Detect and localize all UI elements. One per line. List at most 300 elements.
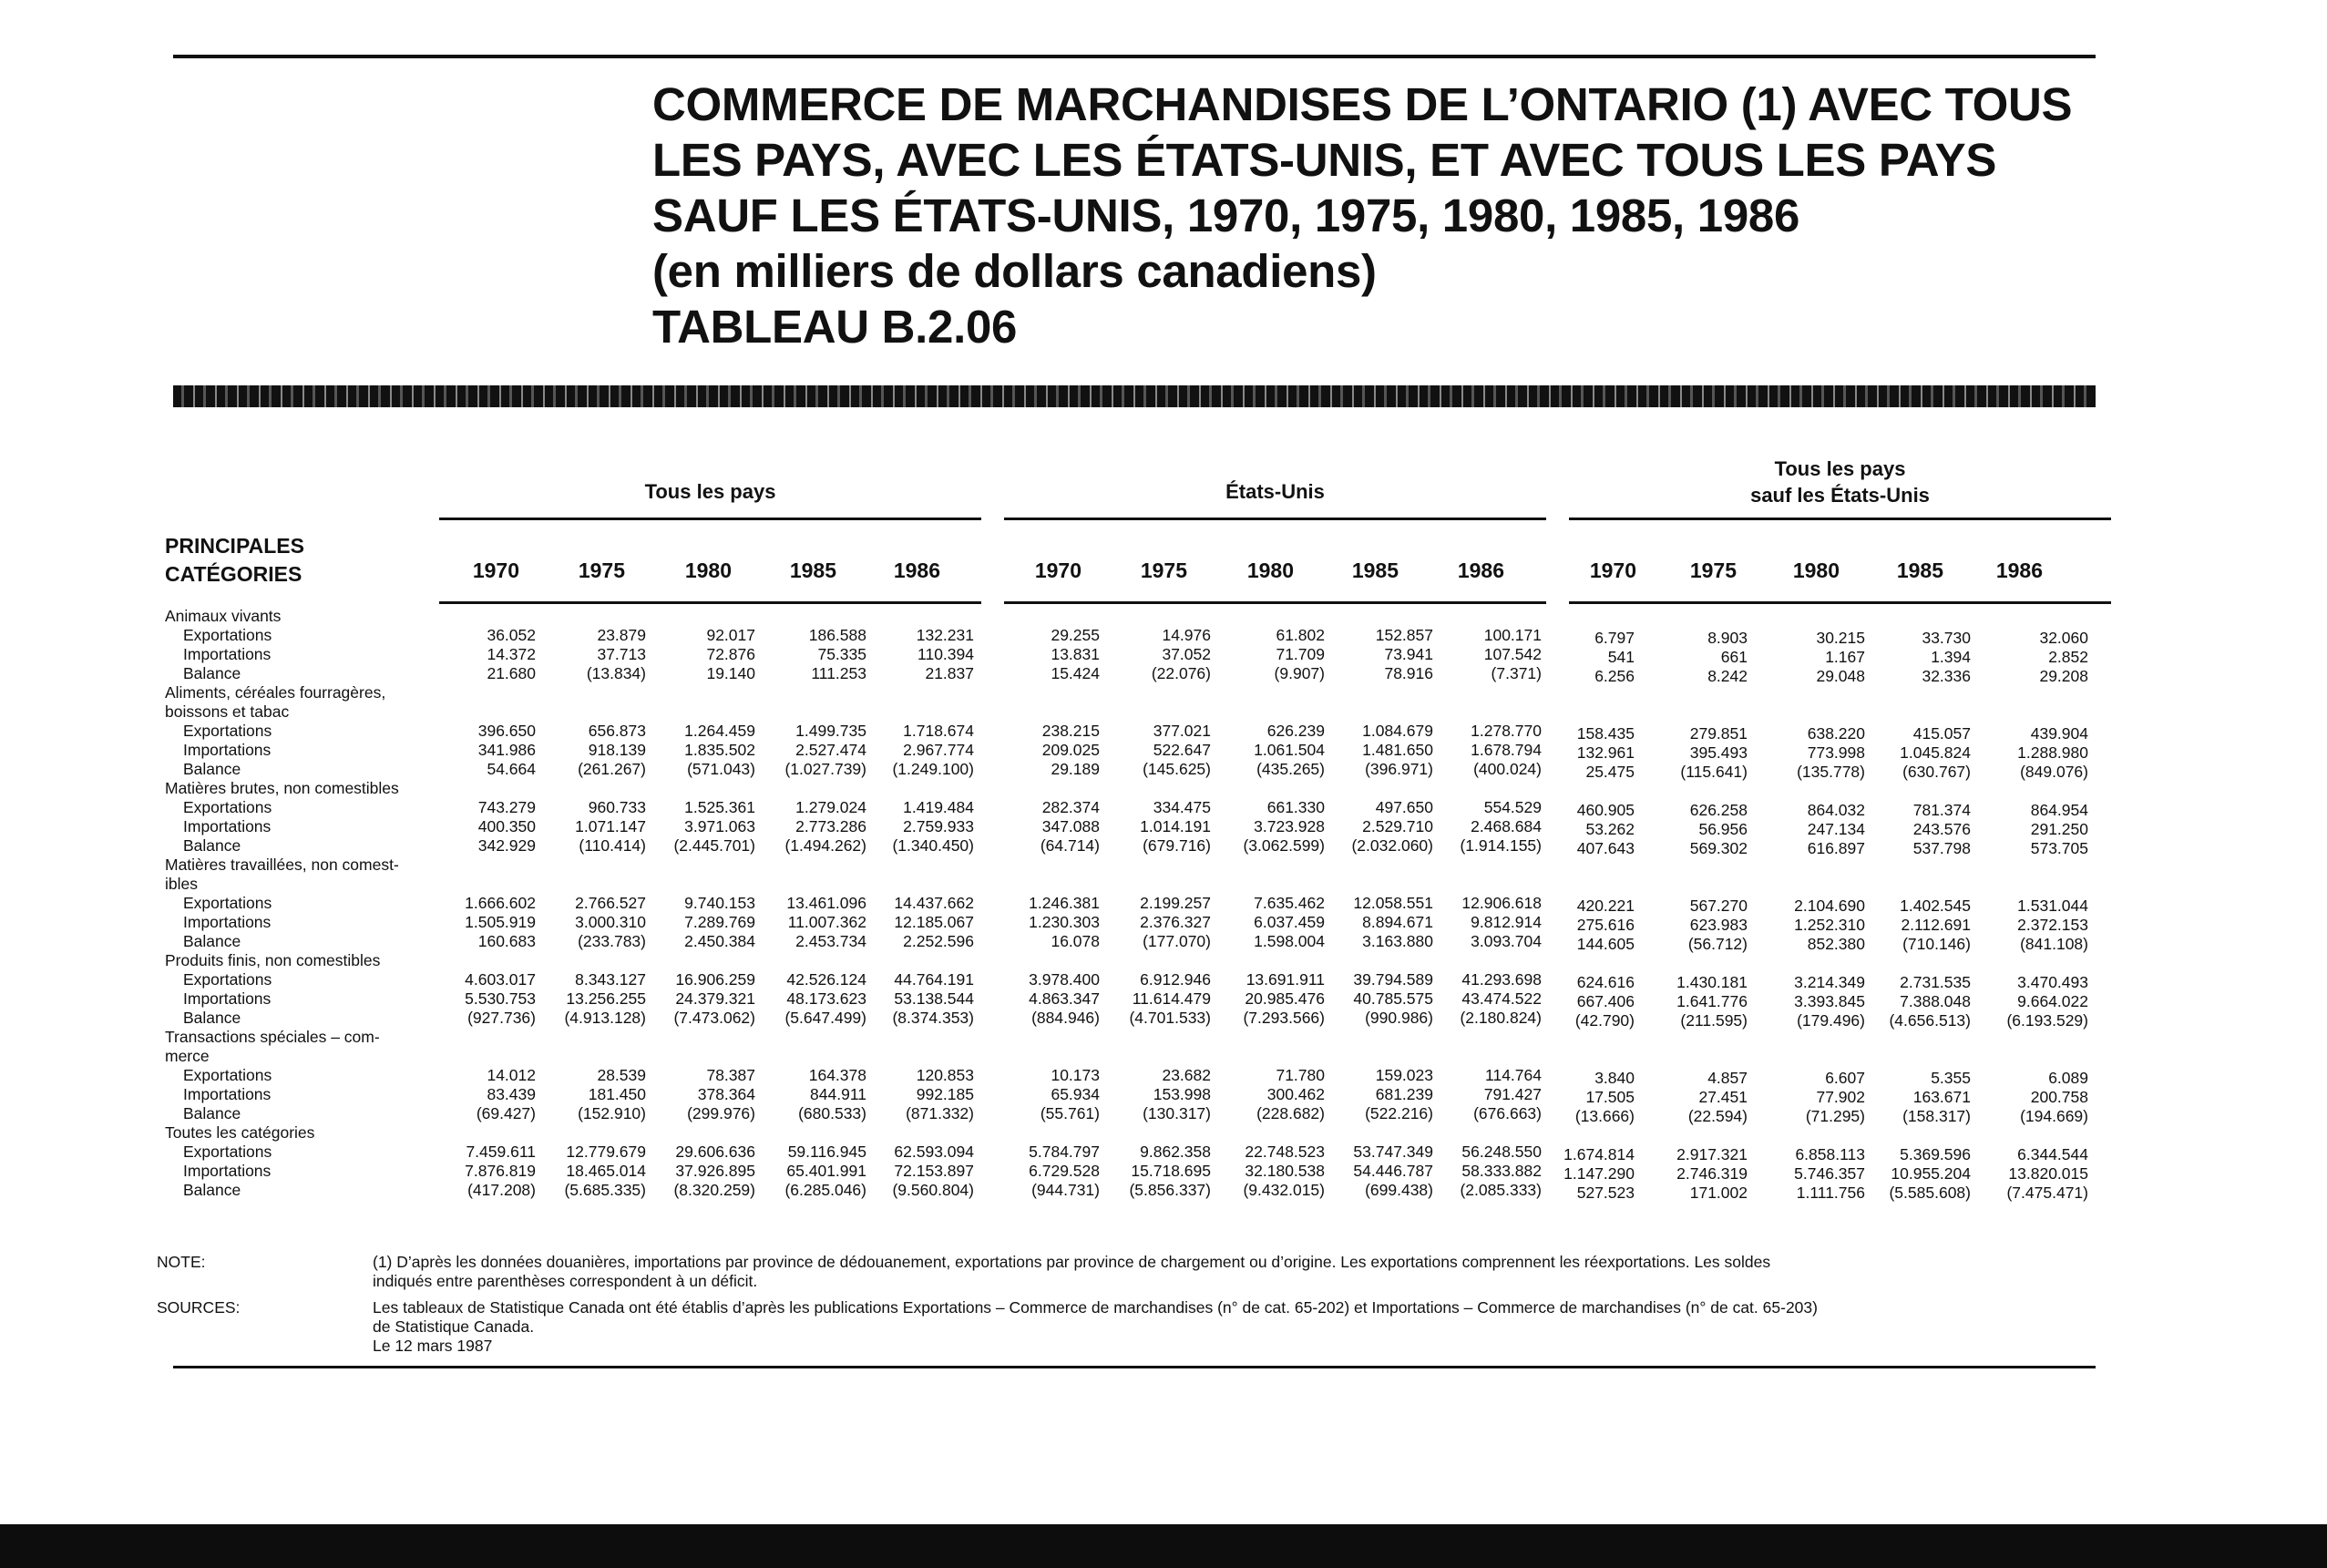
row-label: Exportations bbox=[183, 626, 272, 644]
table-cell: 13.691.911 bbox=[1246, 970, 1325, 989]
table-cell: 37.052 bbox=[1162, 645, 1211, 663]
table-cell: 5.784.797 bbox=[1029, 1143, 1100, 1161]
title-line: LES PAYS, AVEC LES ÉTATS-UNIS, ET AVEC TOUS LES PAYS bbox=[652, 134, 1997, 186]
column-group-title bbox=[1569, 456, 2111, 508]
row-label: Exportations bbox=[183, 722, 272, 740]
table-cell: 616.897 bbox=[1807, 839, 1865, 857]
table-cell: (22.076) bbox=[1151, 664, 1211, 682]
row-label: Exportations bbox=[183, 1143, 272, 1161]
table-cell: (9.907) bbox=[1274, 664, 1325, 682]
table-cell: 743.279 bbox=[477, 798, 536, 816]
table-cell: 626.258 bbox=[1689, 801, 1748, 819]
row-label: Exportations bbox=[183, 894, 272, 912]
table-cell: 61.802 bbox=[1276, 626, 1325, 644]
table-cell: 960.733 bbox=[588, 798, 646, 816]
table-cell: (261.267) bbox=[578, 760, 646, 778]
table-cell: 27.451 bbox=[1698, 1088, 1748, 1106]
category-label: ibles bbox=[165, 875, 198, 893]
table-cell: 1.674.814 bbox=[1563, 1145, 1635, 1163]
note-line: indiqués entre parenthèses correspondent à un déficit. bbox=[373, 1272, 758, 1290]
year-header-rule bbox=[1004, 601, 1546, 604]
table-cell: 37.926.895 bbox=[675, 1162, 755, 1180]
table-cell: 144.605 bbox=[1576, 935, 1635, 953]
table-cell: 100.171 bbox=[1483, 626, 1542, 644]
table-cell: 120.853 bbox=[916, 1066, 974, 1084]
table-cell: 378.364 bbox=[697, 1085, 755, 1103]
table-cell: (7.293.566) bbox=[1243, 1009, 1325, 1027]
table-cell: 56.248.550 bbox=[1461, 1143, 1542, 1161]
table-cell: 6.797 bbox=[1594, 629, 1635, 647]
table-cell: (400.024) bbox=[1473, 760, 1542, 778]
table-cell: 527.523 bbox=[1576, 1184, 1635, 1202]
category-heading-line: PRINCIPALES bbox=[165, 534, 304, 558]
table-cell: 3.971.063 bbox=[684, 817, 755, 835]
table-cell: (884.946) bbox=[1031, 1009, 1100, 1027]
table-cell: 7.459.611 bbox=[466, 1143, 536, 1161]
table-cell: (233.783) bbox=[578, 932, 646, 950]
table-cell: 1.167 bbox=[1825, 648, 1865, 666]
table-cell: (990.986) bbox=[1365, 1009, 1433, 1027]
table-cell: 395.493 bbox=[1689, 743, 1748, 762]
table-cell: 626.239 bbox=[1266, 722, 1325, 740]
table-cell: 9.740.153 bbox=[684, 894, 755, 912]
table-cell: 8.903 bbox=[1707, 629, 1748, 647]
table-cell: (1.494.262) bbox=[784, 836, 866, 855]
year-header: 1985 bbox=[1351, 559, 1399, 582]
category-label: Matières travaillées, non comest- bbox=[165, 856, 399, 874]
table-cell: 114.764 bbox=[1485, 1066, 1542, 1084]
table-cell: 37.713 bbox=[597, 645, 646, 663]
table-cell: 25.475 bbox=[1585, 763, 1635, 781]
table-cell: 2.199.257 bbox=[1140, 894, 1211, 912]
table-cell: 3.840 bbox=[1594, 1069, 1635, 1087]
table-cell: 12.058.551 bbox=[1353, 894, 1433, 912]
table-cell: (944.731) bbox=[1031, 1181, 1100, 1199]
table-cell: 460.905 bbox=[1576, 801, 1635, 819]
table-cell: 282.374 bbox=[1041, 798, 1100, 816]
table-cell: 16.906.259 bbox=[675, 970, 755, 989]
table-cell: 243.576 bbox=[1912, 820, 1971, 838]
table-cell: 781.374 bbox=[1912, 801, 1971, 819]
column-group-rule bbox=[1569, 518, 2111, 520]
table-cell: 2.104.690 bbox=[1794, 897, 1865, 915]
note-text bbox=[373, 1253, 2090, 1291]
category-heading-line: CATÉGORIES bbox=[165, 562, 302, 586]
table-cell: 54.664 bbox=[487, 760, 536, 778]
table-cell: 39.794.589 bbox=[1353, 970, 1433, 989]
table-cell: 72.153.897 bbox=[894, 1162, 974, 1180]
table-cell: (1.340.450) bbox=[892, 836, 974, 855]
table-cell: 1.014.191 bbox=[1140, 817, 1211, 835]
table-cell: 29.048 bbox=[1816, 667, 1865, 685]
table-cell: 8.343.127 bbox=[575, 970, 646, 989]
table-cell: (927.736) bbox=[467, 1009, 536, 1027]
table-cell: 3.093.704 bbox=[1471, 932, 1542, 950]
table-cell: (22.594) bbox=[1687, 1107, 1748, 1125]
table-cell: 23.682 bbox=[1162, 1066, 1211, 1084]
table-cell: 2.527.474 bbox=[795, 741, 866, 759]
table-cell: 623.983 bbox=[1689, 916, 1748, 934]
sources-text bbox=[373, 1298, 2090, 1356]
note-line: (1) D’après les données douanières, importations par province de dédouanement, exportations par province de chargement ou d’origine. Les exportations comprennent les réexportations. Les soldes bbox=[373, 1253, 1771, 1271]
row-label: Balance bbox=[183, 760, 241, 778]
scan-edge bbox=[0, 1524, 2327, 1568]
table-cell: 110.394 bbox=[917, 645, 974, 663]
decorative-band bbox=[173, 385, 2096, 407]
table-cell: (9.432.015) bbox=[1243, 1181, 1325, 1199]
table-cell: 439.904 bbox=[2030, 724, 2088, 743]
table-cell: (71.295) bbox=[1805, 1107, 1865, 1125]
table-cell: 2.372.153 bbox=[2017, 916, 2088, 934]
table-cell: 342.929 bbox=[477, 836, 536, 855]
row-label: Importations bbox=[183, 645, 272, 663]
table-cell: 54.446.787 bbox=[1353, 1162, 1433, 1180]
table-cell: 2.746.319 bbox=[1676, 1164, 1748, 1183]
table-cell: 1.505.919 bbox=[465, 913, 536, 931]
table-cell: 1.481.650 bbox=[1362, 741, 1433, 759]
row-label: Balance bbox=[183, 1104, 241, 1122]
table-cell: 32.060 bbox=[2039, 629, 2088, 647]
row-label: Importations bbox=[183, 989, 272, 1008]
table-cell: (8.320.259) bbox=[673, 1181, 755, 1199]
table-cell: 73.941 bbox=[1384, 645, 1433, 663]
table-cell: (211.595) bbox=[1680, 1011, 1748, 1030]
row-label: Balance bbox=[183, 664, 241, 682]
table-cell: 6.089 bbox=[2048, 1069, 2088, 1087]
table-cell: 4.603.017 bbox=[465, 970, 536, 989]
table-cell: (1.027.739) bbox=[784, 760, 866, 778]
table-cell: 1.718.674 bbox=[903, 722, 974, 740]
table-cell: 29.208 bbox=[2039, 667, 2088, 685]
table-cell: 171.002 bbox=[1689, 1184, 1748, 1202]
row-label: Importations bbox=[183, 1162, 272, 1180]
table-cell: 2.967.774 bbox=[903, 741, 974, 759]
table-cell: 11.614.479 bbox=[1132, 989, 1211, 1008]
table-cell: 14.012 bbox=[487, 1066, 536, 1084]
table-cell: (6.285.046) bbox=[784, 1181, 866, 1199]
table-cell: 377.021 bbox=[1153, 722, 1211, 740]
table-cell: 62.593.094 bbox=[894, 1143, 974, 1161]
category-label: Toutes les catégories bbox=[165, 1123, 315, 1142]
table-cell: 111.253 bbox=[811, 664, 866, 682]
category-label: boissons et tabac bbox=[165, 702, 290, 721]
table-cell: (55.761) bbox=[1040, 1104, 1100, 1122]
table-cell: 43.474.522 bbox=[1461, 989, 1542, 1008]
table-cell: (13.834) bbox=[586, 664, 646, 682]
table-cell: (571.043) bbox=[687, 760, 755, 778]
table-cell: (158.317) bbox=[1902, 1107, 1971, 1125]
table-cell: 75.335 bbox=[817, 645, 866, 663]
table-cell: (417.208) bbox=[467, 1181, 536, 1199]
table-cell: 247.134 bbox=[1807, 820, 1865, 838]
table-cell: 20.985.476 bbox=[1245, 989, 1325, 1008]
table-cell: 3.393.845 bbox=[1794, 992, 1865, 1010]
table-cell: 681.239 bbox=[1375, 1085, 1433, 1103]
row-label: Importations bbox=[183, 817, 272, 835]
year-header: 1986 bbox=[1457, 559, 1504, 582]
table-cell: (435.265) bbox=[1256, 760, 1325, 778]
table-cell: 4.857 bbox=[1707, 1069, 1748, 1087]
table-cell: (1.249.100) bbox=[892, 760, 974, 778]
table-cell: 30.215 bbox=[1816, 629, 1865, 647]
table-cell: 7.635.462 bbox=[1254, 894, 1325, 912]
table-cell: 1.278.770 bbox=[1471, 722, 1542, 740]
table-cell: 132.961 bbox=[1576, 743, 1635, 762]
table-cell: 844.911 bbox=[810, 1085, 866, 1103]
table-cell: (2.032.060) bbox=[1351, 836, 1433, 855]
table-cell: 44.764.191 bbox=[894, 970, 974, 989]
table-cell: 918.139 bbox=[588, 741, 646, 759]
table-cell: 2.376.327 bbox=[1140, 913, 1211, 931]
table-cell: 158.435 bbox=[1576, 724, 1635, 743]
table-cell: 200.758 bbox=[2030, 1088, 2088, 1106]
table-cell: 209.025 bbox=[1041, 741, 1100, 759]
table-cell: 16.078 bbox=[1051, 932, 1100, 950]
title-line: COMMERCE DE MARCHANDISES DE L’ONTARIO (1) AVEC TOUS bbox=[652, 78, 2073, 130]
table-cell: 6.912.946 bbox=[1140, 970, 1211, 989]
table-cell: (7.371) bbox=[1491, 664, 1542, 682]
table-cell: 2.773.286 bbox=[795, 817, 866, 835]
title-line: (en milliers de dollars canadiens) bbox=[652, 245, 1377, 297]
table-cell: 2.766.527 bbox=[575, 894, 646, 912]
table-cell: 334.475 bbox=[1153, 798, 1211, 816]
table-cell: (5.585.608) bbox=[1889, 1184, 1971, 1202]
category-label: Aliments, céréales fourragères, bbox=[165, 683, 386, 702]
table-cell: (64.714) bbox=[1040, 836, 1100, 855]
table-cell: (4.656.513) bbox=[1889, 1011, 1971, 1030]
table-cell: 347.088 bbox=[1041, 817, 1100, 835]
row-label: Importations bbox=[183, 1085, 272, 1103]
table-cell: 852.380 bbox=[1807, 935, 1865, 953]
table-cell: (6.193.529) bbox=[2006, 1011, 2088, 1030]
table-cell: (3.062.599) bbox=[1243, 836, 1325, 855]
column-group-title-line: sauf les États-Unis bbox=[1750, 484, 1930, 507]
table-cell: (56.712) bbox=[1687, 935, 1748, 953]
table-cell: 3.000.310 bbox=[575, 913, 646, 931]
table-cell: 24.379.321 bbox=[675, 989, 755, 1008]
year-header: 1975 bbox=[1689, 559, 1737, 582]
table-cell: 58.333.882 bbox=[1461, 1162, 1542, 1180]
table-cell: 573.705 bbox=[2030, 839, 2088, 857]
table-cell: 17.505 bbox=[1585, 1088, 1635, 1106]
row-label: Exportations bbox=[183, 970, 272, 989]
table-cell: 19.140 bbox=[706, 664, 755, 682]
table-cell: 300.462 bbox=[1266, 1085, 1325, 1103]
table-cell: 6.607 bbox=[1825, 1069, 1865, 1087]
column-group-title bbox=[439, 478, 981, 505]
table-cell: 541 bbox=[1607, 648, 1635, 666]
column-group-title-line: États-Unis bbox=[1225, 480, 1325, 503]
table-cell: (8.374.353) bbox=[892, 1009, 974, 1027]
table-cell: 3.978.400 bbox=[1029, 970, 1100, 989]
table-cell: 3.470.493 bbox=[2017, 973, 2088, 991]
table-cell: 1.531.044 bbox=[2017, 897, 2088, 915]
table-cell: 5.369.596 bbox=[1900, 1145, 1971, 1163]
row-label: Importations bbox=[183, 913, 272, 931]
table-cell: 291.250 bbox=[2030, 820, 2088, 838]
table-cell: (194.669) bbox=[2020, 1107, 2088, 1125]
table-cell: 42.526.124 bbox=[786, 970, 866, 989]
table-cell: (5.647.499) bbox=[784, 1009, 866, 1027]
table-cell: (152.910) bbox=[578, 1104, 646, 1122]
category-label: Produits finis, non comestibles bbox=[165, 951, 381, 969]
table-cell: 341.986 bbox=[477, 741, 536, 759]
table-cell: 29.189 bbox=[1051, 760, 1100, 778]
row-label: Exportations bbox=[183, 798, 272, 816]
year-header: 1980 bbox=[1792, 559, 1840, 582]
table-cell: 238.215 bbox=[1041, 722, 1100, 740]
table-cell: (5.685.335) bbox=[564, 1181, 646, 1199]
table-cell: 71.709 bbox=[1276, 645, 1325, 663]
table-cell: (679.716) bbox=[1143, 836, 1211, 855]
table-cell: (110.414) bbox=[579, 836, 646, 855]
table-cell: 41.293.698 bbox=[1461, 970, 1542, 989]
column-group-rule bbox=[1004, 518, 1546, 520]
table-cell: 11.007.362 bbox=[787, 913, 866, 931]
title-line: TABLEAU B.2.06 bbox=[652, 301, 1018, 353]
table-cell: 9.812.914 bbox=[1471, 913, 1542, 931]
table-cell: 396.650 bbox=[477, 722, 536, 740]
table-cell: 78.387 bbox=[706, 1066, 755, 1084]
table-cell: 56.956 bbox=[1698, 820, 1748, 838]
table-cell: 992.185 bbox=[916, 1085, 974, 1103]
year-header: 1986 bbox=[1995, 559, 2043, 582]
year-header-rule bbox=[439, 601, 981, 604]
table-cell: 2.852 bbox=[2048, 648, 2088, 666]
table-cell: 21.680 bbox=[487, 664, 536, 682]
table-cell: 7.876.819 bbox=[465, 1162, 536, 1180]
year-header-rule bbox=[1569, 601, 2111, 604]
table-cell: (680.533) bbox=[798, 1104, 866, 1122]
table-cell: 2.252.596 bbox=[903, 932, 974, 950]
table-cell: 132.231 bbox=[916, 626, 974, 644]
table-cell: 773.998 bbox=[1807, 743, 1865, 762]
table-cell: 1.071.147 bbox=[575, 817, 646, 835]
table-cell: 522.647 bbox=[1153, 741, 1211, 759]
table-cell: (396.971) bbox=[1365, 760, 1433, 778]
table-cell: (228.682) bbox=[1256, 1104, 1325, 1122]
table-cell: (699.438) bbox=[1365, 1181, 1433, 1199]
table-cell: 53.138.544 bbox=[894, 989, 974, 1008]
table-cell: 569.302 bbox=[1689, 839, 1748, 857]
table-cell: 2.468.684 bbox=[1471, 817, 1542, 835]
table-cell: 8.894.671 bbox=[1362, 913, 1433, 931]
table-cell: 1.419.484 bbox=[903, 798, 974, 816]
table-cell: 1.641.776 bbox=[1676, 992, 1748, 1010]
table-cell: (4.913.128) bbox=[564, 1009, 646, 1027]
table-cell: 2.731.535 bbox=[1900, 973, 1971, 991]
table-cell: 567.270 bbox=[1689, 897, 1748, 915]
table-cell: 71.780 bbox=[1276, 1066, 1325, 1084]
table-cell: 164.378 bbox=[808, 1066, 866, 1084]
table-cell: 1.430.181 bbox=[1676, 973, 1748, 991]
table-cell: (9.560.804) bbox=[892, 1181, 974, 1199]
table-cell: (42.790) bbox=[1574, 1011, 1635, 1030]
table-cell: 13.820.015 bbox=[2008, 1164, 2088, 1183]
table-cell: (841.108) bbox=[2020, 935, 2088, 953]
category-heading bbox=[165, 532, 304, 589]
table-cell: 23.879 bbox=[597, 626, 646, 644]
table-cell: 1.252.310 bbox=[1794, 916, 1865, 934]
table-cell: 33.730 bbox=[1922, 629, 1971, 647]
table-cell: 13.256.255 bbox=[566, 989, 646, 1008]
table-cell: 624.616 bbox=[1576, 973, 1635, 991]
year-header: 1970 bbox=[472, 559, 519, 582]
table-cell: 1.499.735 bbox=[795, 722, 866, 740]
table-cell: 7.289.769 bbox=[684, 913, 755, 931]
table-cell: 1.525.361 bbox=[684, 798, 755, 816]
table-cell: 2.759.933 bbox=[903, 817, 974, 835]
table-cell: 83.439 bbox=[487, 1085, 536, 1103]
table-cell: 656.873 bbox=[588, 722, 646, 740]
table-cell: 32.180.538 bbox=[1245, 1162, 1325, 1180]
table-cell: 554.529 bbox=[1483, 798, 1542, 816]
table-cell: 59.116.945 bbox=[787, 1143, 866, 1161]
table-cell: 21.837 bbox=[925, 664, 974, 682]
table-cell: 537.798 bbox=[1912, 839, 1971, 857]
table-cell: 1.678.794 bbox=[1471, 741, 1542, 759]
table-cell: 9.664.022 bbox=[2017, 992, 2088, 1010]
table-cell: 6.344.544 bbox=[2017, 1145, 2088, 1163]
table-cell: 65.934 bbox=[1051, 1085, 1100, 1103]
table-cell: 2.453.734 bbox=[795, 932, 866, 950]
table-cell: 5.355 bbox=[1931, 1069, 1971, 1087]
table-cell: 1.264.459 bbox=[684, 722, 755, 740]
year-header: 1970 bbox=[1034, 559, 1081, 582]
table-cell: 1.835.502 bbox=[684, 741, 755, 759]
table-cell: 181.450 bbox=[588, 1085, 646, 1103]
year-header: 1986 bbox=[893, 559, 940, 582]
category-label: Animaux vivants bbox=[165, 607, 282, 625]
table-cell: 1.230.303 bbox=[1029, 913, 1100, 931]
year-header: 1970 bbox=[1589, 559, 1636, 582]
table-cell: 1.394 bbox=[1931, 648, 1971, 666]
table-cell: 275.616 bbox=[1576, 916, 1635, 934]
row-label: Exportations bbox=[183, 1066, 272, 1084]
table-cell: (2.085.333) bbox=[1460, 1181, 1542, 1199]
table-cell: 1.147.290 bbox=[1563, 1164, 1635, 1183]
table-cell: 159.023 bbox=[1375, 1066, 1433, 1084]
table-cell: 1.279.024 bbox=[795, 798, 866, 816]
table-cell: 22.748.523 bbox=[1245, 1143, 1325, 1161]
table-cell: 8.242 bbox=[1707, 667, 1748, 685]
table-cell: 40.785.575 bbox=[1353, 989, 1433, 1008]
table-cell: 77.902 bbox=[1816, 1088, 1865, 1106]
table-cell: (7.473.062) bbox=[673, 1009, 755, 1027]
table-cell: 6.729.528 bbox=[1029, 1162, 1100, 1180]
table-cell: (676.663) bbox=[1473, 1104, 1542, 1122]
table-cell: 1.061.504 bbox=[1254, 741, 1325, 759]
table-cell: 864.032 bbox=[1807, 801, 1865, 819]
table-cell: 18.465.014 bbox=[566, 1162, 646, 1180]
table-cell: 36.052 bbox=[487, 626, 536, 644]
table-cell: 152.857 bbox=[1375, 626, 1433, 644]
table-cell: 10.173 bbox=[1051, 1066, 1100, 1084]
table-cell: 2.112.691 bbox=[1901, 916, 1971, 934]
bottom-rule bbox=[173, 1366, 2096, 1368]
table-cell: 638.220 bbox=[1807, 724, 1865, 743]
table-cell: 1.045.824 bbox=[1900, 743, 1971, 762]
table-cell: 6.858.113 bbox=[1795, 1145, 1865, 1163]
table-cell: (5.856.337) bbox=[1129, 1181, 1211, 1199]
table-cell: 15.424 bbox=[1051, 664, 1100, 682]
table-cell: 15.718.695 bbox=[1131, 1162, 1211, 1180]
table-cell: 1.288.980 bbox=[2017, 743, 2088, 762]
column-group-title-line: Tous les pays bbox=[644, 480, 776, 503]
category-label: Transactions spéciales – com- bbox=[165, 1028, 380, 1046]
table-cell: 29.606.636 bbox=[675, 1143, 755, 1161]
table-cell: 10.955.204 bbox=[1891, 1164, 1971, 1183]
